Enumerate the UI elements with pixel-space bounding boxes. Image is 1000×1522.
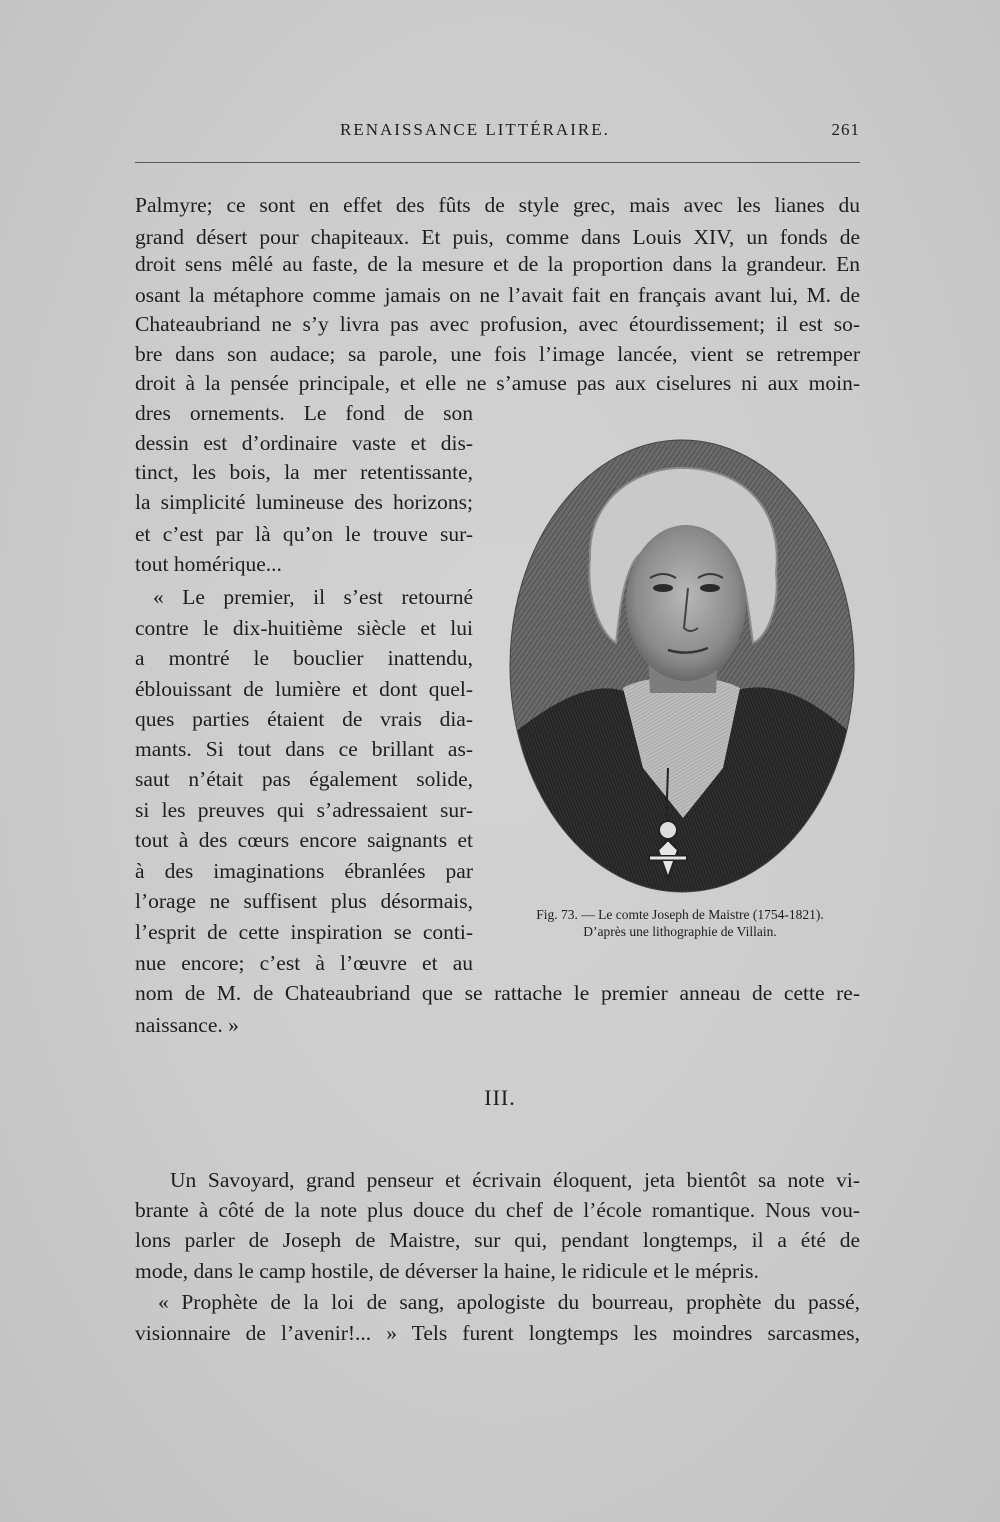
- text-line: droit sens mêlé au faste, de la mesure et de la proportion dans la grandeur. En: [135, 252, 860, 276]
- text-line: a montré le bouclier inattendu,: [135, 646, 473, 670]
- text-line: grand désert pour chapiteaux. Et puis, comme dans Louis XIV, un fonds de: [135, 225, 860, 249]
- page-number: 261: [831, 120, 860, 139]
- text-line: Palmyre; ce sont en effet des fûts de style grec, mais avec les lianes du: [135, 193, 860, 217]
- text-line: tinct, les bois, la mer retentissante,: [135, 460, 473, 484]
- text-line: brante à côté de la note plus douce du chef de l’école romantique. Nous vou-: [135, 1198, 860, 1222]
- text-line: et c’est par là qu’on le trouve sur-: [135, 522, 473, 546]
- text-line: visionnaire de l’avenir!... » Tels furent longtemps les moindres sarcasmes,: [135, 1321, 860, 1345]
- text-line: tout homérique...: [135, 552, 282, 576]
- text-line: l’esprit de cette inspiration se conti-: [135, 920, 473, 944]
- text-line: éblouissant de lumière et dont quel-: [135, 677, 473, 701]
- text-line: mode, dans le camp hostile, de déverser la haine, le ridicule et le mépris.: [135, 1259, 759, 1283]
- text-line: dres ornements. Le fond de son: [135, 401, 473, 425]
- text-line: Chateaubriand ne s’y livra pas avec profusion, avec étourdissement; il est so-: [135, 312, 860, 336]
- header-rule: [135, 162, 860, 163]
- text-line: ques parties étaient de vrais dia-: [135, 707, 473, 731]
- text-line: tout à des cœurs encore saignants et: [135, 828, 473, 852]
- text-line: naissance. »: [135, 1013, 239, 1037]
- text-line: l’orage ne suffisent plus désormais,: [135, 889, 473, 913]
- text-line: saut n’était pas également solide,: [135, 767, 473, 791]
- text-line: droit à la pensée principale, et elle ne s’amuse pas aux ciselures ni aux moin-: [135, 371, 860, 395]
- text-line: Un Savoyard, grand penseur et écrivain éloquent, jeta bientôt sa note vi-: [170, 1168, 860, 1192]
- text-line: lons parler de Joseph de Maistre, sur qui, pendant longtemps, il a été de: [135, 1228, 860, 1252]
- text-line: nue encore; c’est à l’œuvre et au: [135, 951, 473, 975]
- text-line: à des imaginations ébranlées par: [135, 859, 473, 883]
- portrait-engraving: [508, 438, 856, 894]
- text-line: bre dans son audace; sa parole, une fois l’image lancée, vient se retremper: [135, 342, 860, 366]
- text-line: dessin est d’ordinaire vaste et dis-: [135, 431, 473, 455]
- running-title: RENAISSANCE LITTÉRAIRE.: [340, 120, 610, 139]
- running-header: [135, 117, 860, 147]
- section-heading: III.: [484, 1085, 516, 1110]
- text-line: osant la métaphore comme jamais on ne l’avait fait en français avant lui, M. de: [135, 283, 860, 307]
- text-line: nom de M. de Chateaubriand que se rattache le premier anneau de cette re-: [135, 981, 860, 1005]
- text-line: mants. Si tout dans ce brillant as-: [135, 737, 473, 761]
- figure-caption-source: D’après une lithographie de Villain.: [583, 924, 777, 939]
- text-line: « Le premier, il s’est retourné: [153, 585, 473, 609]
- text-line: « Prophète de la loi de sang, apologiste du bourreau, prophète du passé,: [158, 1290, 860, 1314]
- text-line: si les preuves qui s’adressaient sur-: [135, 798, 473, 822]
- text-line: contre le dix-huitième siècle et lui: [135, 616, 473, 640]
- text-line: la simplicité lumineuse des horizons;: [135, 490, 473, 514]
- figure-caption: Fig. 73. — Le comte Joseph de Maistre (1754-1821).: [536, 907, 824, 922]
